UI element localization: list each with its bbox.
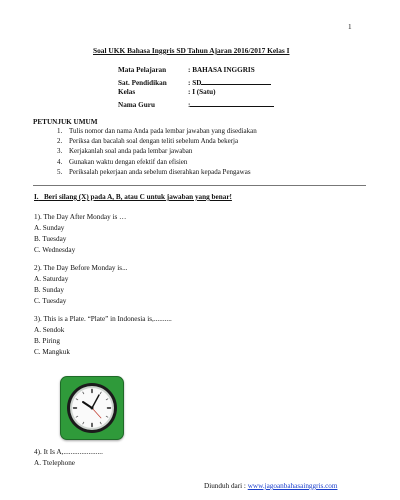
list-item: 3. Kerjakanlah soal anda pada lembar jawaban: [57, 147, 193, 156]
document-title: Soal UKK Bahasa Inggris SD Tahun Ajaran 2016/2017 Kelas I: [93, 46, 290, 55]
question-4: 4). It Is A,......................: [34, 448, 103, 456]
footer-link[interactable]: www.jagoanbahasainggris.com: [247, 482, 338, 490]
question-1: 1). The Day After Monday is …: [34, 213, 127, 221]
option: A. Sunday: [34, 224, 65, 232]
info-label: Mata Pelajaran: [118, 66, 167, 74]
instructions-list: [57, 128, 257, 179]
info-label: Nama Guru: [118, 101, 155, 109]
option: B. Piring: [34, 337, 60, 345]
info-value: : I (Satu): [188, 88, 216, 96]
option: B. Sunday: [34, 286, 64, 294]
section-heading: I. Beri silang (X) pada A, B, atau C untuk jawaban yang benar!: [34, 193, 232, 201]
list-item: 1. Tulis nomor dan nama Anda pada lembar jawaban yang disediakan: [57, 127, 257, 135]
info-label: Sat. Pendidikan: [118, 79, 167, 87]
wall-clock-icon: [60, 376, 124, 440]
option: C. Mangkuk: [34, 348, 70, 356]
option: C. Wednesday: [34, 246, 76, 254]
info-value: : BAHASA INGGRIS: [188, 66, 255, 74]
info-value: : SD: [188, 79, 202, 87]
info-label: Kelas: [118, 88, 136, 96]
fill-in-blank: [190, 100, 274, 107]
fill-in-blank: [201, 78, 271, 85]
instructions-heading: PETUNJUK UMUM: [33, 118, 98, 126]
option: B. Tuesday: [34, 235, 67, 243]
info-row-subject: [118, 67, 255, 74]
info-row-teacher: [118, 100, 274, 109]
footer: [204, 483, 337, 490]
option: C. Tuesday: [34, 297, 67, 305]
list-item: 4. Gunakan waktu dengan efektif dan efisien: [57, 157, 188, 166]
info-row-school: [118, 78, 271, 87]
option: A. Saturday: [34, 275, 69, 283]
option: A. Sendok: [34, 326, 65, 334]
option: A. Ttelephone: [34, 459, 75, 467]
divider: [33, 185, 366, 186]
page-number: 1: [348, 23, 352, 31]
list-item: 2. Periksa dan bacalah soal dengan teliti sebelum Anda bekerja: [57, 137, 239, 146]
question-2: 2). The Day Before Monday is...: [34, 264, 128, 272]
question-3: 3). This is a Plate. “Plate” in Indonesia is,..........: [34, 315, 172, 323]
info-row-class: [118, 89, 216, 96]
footer-prefix: Diunduh dari :: [204, 482, 248, 490]
info-value: :: [188, 101, 191, 109]
list-item: 5. Periksalah pekerjaan anda sebelum diserahkan kepada Pengawas: [57, 167, 251, 176]
